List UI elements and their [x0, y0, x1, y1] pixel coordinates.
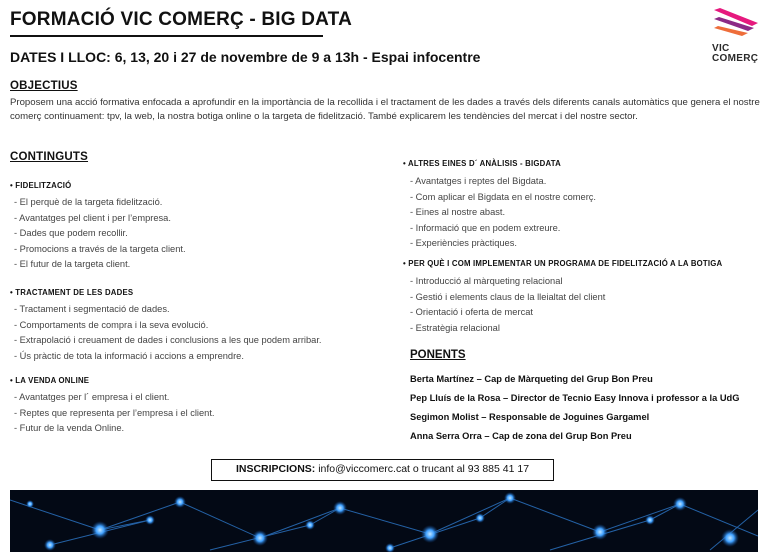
section-tractament-title: • TRACTAMENT DE LES DADES: [10, 288, 134, 297]
list-item: - Estratègia relacional: [410, 322, 500, 333]
logo-text: [712, 44, 758, 64]
logo-line-vic: VIC: [712, 43, 730, 54]
list-item: - Ús pràctic de tota la informació i accions a emprendre.: [14, 350, 244, 361]
ponent-item: Berta Martínez – Cap de Màrqueting del Grup Bon Preu: [410, 374, 653, 384]
section-tractament-list: [14, 302, 321, 364]
inscripcions-box: [211, 459, 554, 481]
list-item: - Eines al nostre abast.: [410, 207, 506, 217]
section-fidelitzacio-list: [14, 195, 186, 273]
ponent-item: Segimon Molist – Responsable de Joguines Gargamel: [410, 412, 650, 422]
list-item: - Orientació i oferta de mercat: [410, 307, 533, 317]
page-title: FORMACIÓ VIC COMERÇ - BIG DATA: [10, 9, 352, 30]
list-item: - Avantatges per l´ empresa i el client.: [14, 392, 170, 402]
ponents-list: [410, 370, 739, 446]
list-item: - Promocions a través de la targeta client.: [14, 243, 186, 254]
list-item: - Introducció al màrqueting relacional: [410, 276, 563, 286]
list-item: - Experiències pràctiques.: [410, 238, 517, 248]
list-item: - Gestió i elements claus de la lleialtat del client: [410, 291, 606, 302]
list-item: - Dades que podem recollir.: [14, 228, 128, 238]
section-altres-eines-title: • ALTRES EINES D´ ANÀLISIS - BIGDATA: [403, 159, 561, 168]
inscripcions-contact: info@viccomerc.cat o trucant al 93 885 41 17: [315, 463, 530, 475]
network-graphic: [10, 490, 758, 552]
list-item: - Avantatges i reptes del Bigdata.: [410, 176, 547, 186]
vic-comerc-logo: [712, 8, 760, 64]
objectius-heading: OBJECTIUS: [10, 80, 78, 92]
list-item: - Extrapolació i creuament de dades i conclusions a les que podem arribar.: [14, 335, 322, 345]
list-item: - Com aplicar el Bigdata en el nostre comerç.: [410, 191, 597, 202]
list-item: - El futur de la targeta client.: [14, 259, 131, 269]
inscripcions-label: INSCRIPCIONS:: [235, 463, 316, 475]
ponent-item: Pep Lluís de la Rosa – Director de Tecnio Easy Innova i professor a la UdG: [410, 393, 740, 403]
objectius-text: Proposem una acció formativa enfocada a aprofundir en la importància de la recollida i el tractament de les dades a través dels diferents canals automàtics que genera el nostre comerç continuament: tpv, la web, la nostra botiga online o la targeta de fidelització. També explicarem les tendències del mercat i del nostre sector.: [10, 97, 760, 122]
continguts-heading: CONTINGUTS: [10, 151, 89, 163]
section-programa-fidelitzacio-list: [410, 274, 605, 336]
list-item: - Tractament i segmentació de dades.: [14, 304, 170, 314]
list-item: - Futur de la venda Online.: [14, 423, 125, 433]
ponent-item: Anna Serra Orra – Cap de zona del Grup Bon Preu: [410, 431, 632, 441]
list-item: - Comportaments de compra i la seva evolució.: [14, 319, 209, 330]
ponents-heading: PONENTS: [410, 349, 466, 361]
section-altres-eines-list: [410, 174, 596, 252]
section-programa-fidelitzacio-title: • PER QUÈ I COM IMPLEMENTAR UN PROGRAMA DE FIDELITZACIÓ A LA BOTIGA: [403, 259, 723, 268]
dates-and-place: DATES I LLOC: 6, 13, 20 i 27 de novembre de 9 a 13h - Espai infocentre: [10, 49, 481, 65]
list-item: - El perquè de la targeta fidelització.: [14, 197, 163, 207]
list-item: - Informació que en podem extreure.: [410, 222, 561, 233]
section-venda-online-list: [14, 390, 215, 437]
list-item: - Avantatges pel client i per l’empresa.: [14, 212, 171, 223]
logo-line-comerc: COMERÇ: [712, 53, 759, 64]
list-item: - Reptes que representa per l’empresa i el client.: [14, 407, 215, 418]
section-venda-online-title: • LA VENDA ONLINE: [10, 376, 90, 385]
network-banner-image: [10, 490, 758, 552]
logo-chevron-icon: [714, 8, 758, 42]
title-underline: [10, 35, 323, 37]
section-fidelitzacio-title: • FIDELITZACIÓ: [10, 181, 72, 190]
